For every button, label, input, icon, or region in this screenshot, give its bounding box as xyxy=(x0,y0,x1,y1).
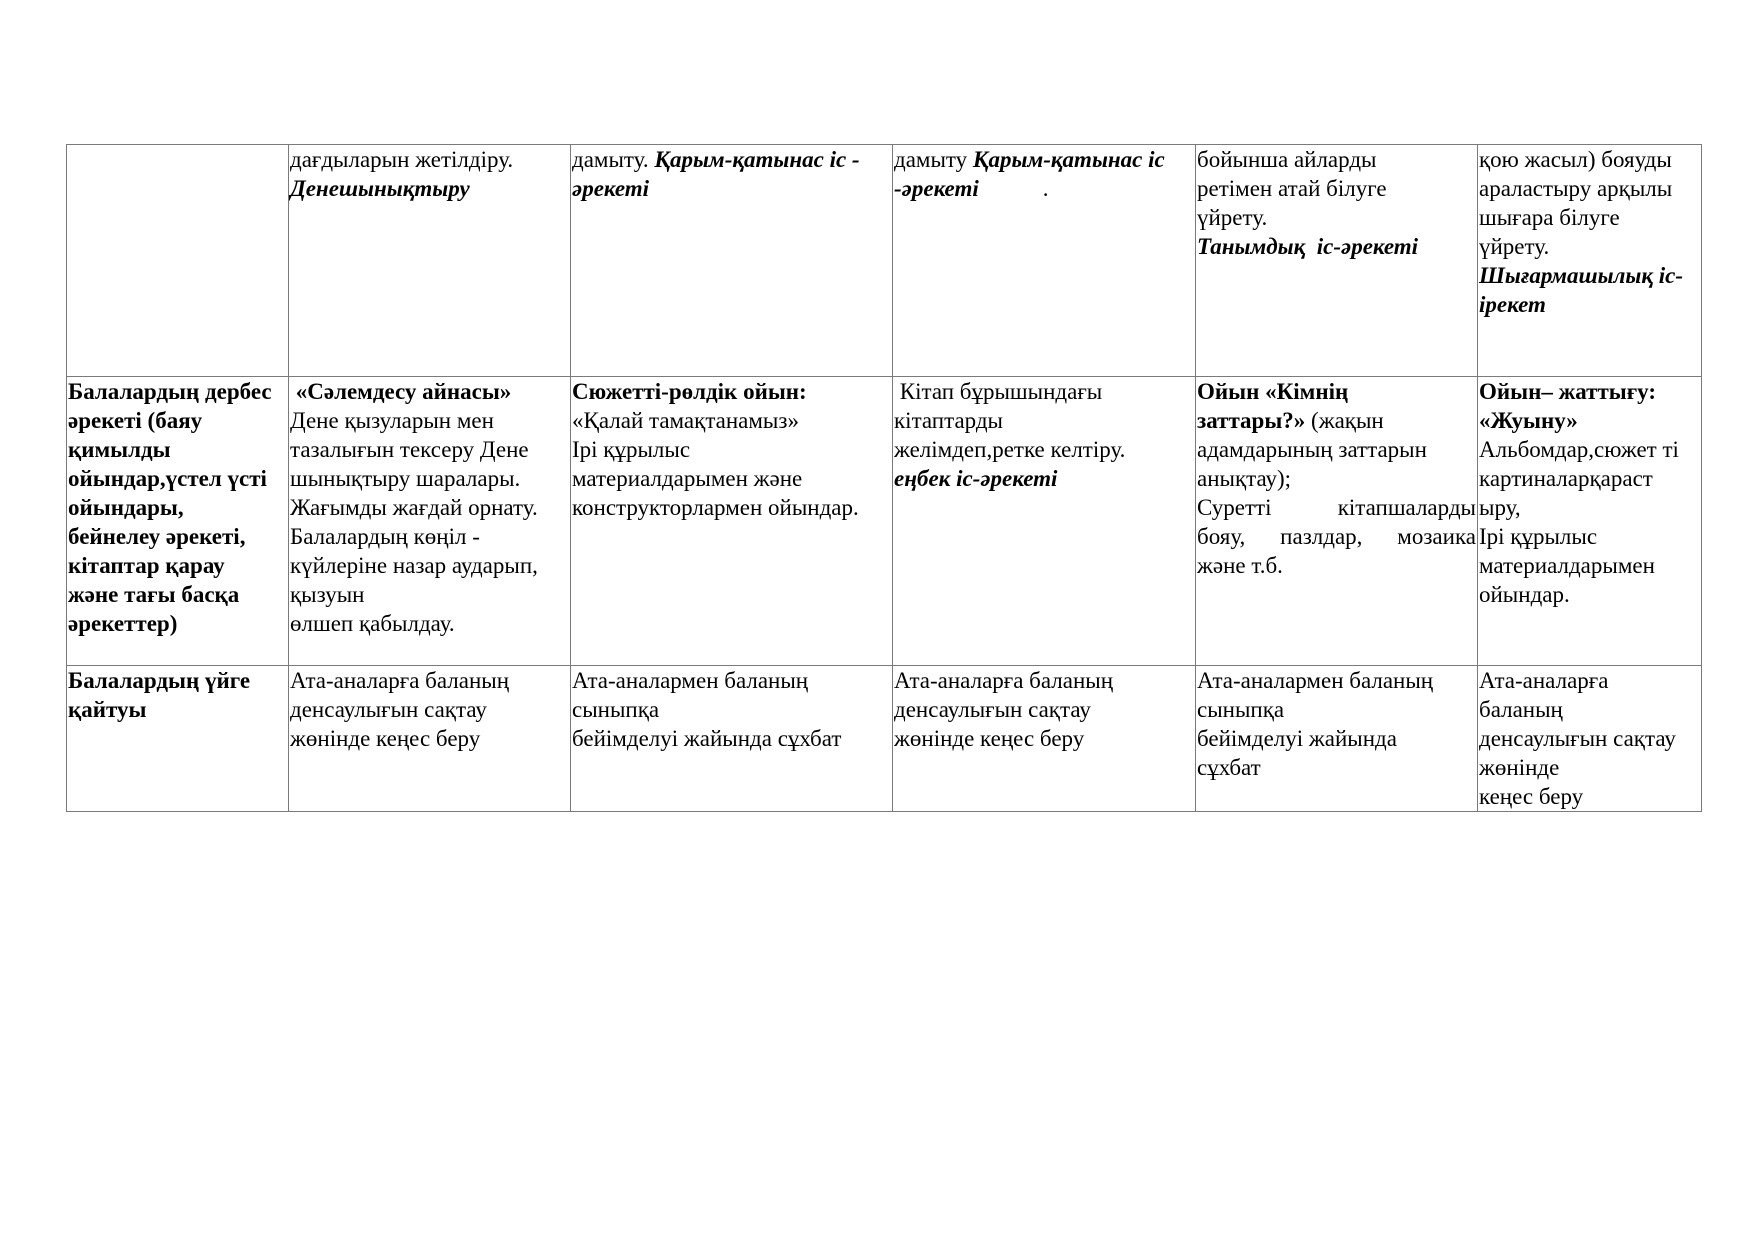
table-row xyxy=(67,377,1702,666)
activity-label-cont: әрекеті xyxy=(572,176,650,201)
row3-cell-col6: Ата-аналарға баланың денсаулығын сақтау жөнінде кеңес беру xyxy=(1478,666,1702,812)
game-title-cont: «Жуыну» xyxy=(1479,408,1578,433)
cell-text: қою жасыл) бояуды xyxy=(1479,147,1672,172)
row1-cell-col4 xyxy=(893,145,1196,377)
activity-label: Қарым-қатынас іс - xyxy=(654,147,860,172)
cell-text: дамыту xyxy=(894,147,968,172)
row2-label-cell: Балалардың дербес әрекеті (баяу қимылды ойындар,үстел үсті ойындары, бейнелеу әрекеті, кітаптар қарау және тағы басқа әрекеттер) xyxy=(67,377,289,666)
cell-text: араластыру арқылы xyxy=(1479,176,1673,201)
cell-text: ретімен атай білуге xyxy=(1197,176,1387,201)
row2-cell-col3: Сюжетті-рөлдік ойын: «Қалай тамақтанамыз» Ірі құрылыс материалдарымен және конструкторлармен ойындар. xyxy=(571,377,893,666)
cell-text: үйрету. xyxy=(1479,234,1550,259)
row1-cell-col3 xyxy=(571,145,893,377)
row2-cell-col4: Кітап бұрышындағы кітаптарды желімдеп,ретке келтіру. еңбек іс-әрекеті xyxy=(893,377,1196,666)
cell-text: дағдыларын жетілдіру. xyxy=(290,147,514,172)
row2-cell-col2: «Сәлемдесу айнасы» Дене қызуларын мен тазалығын тексеру Дене шынықтыру шаралары. Жағымды жағдай орнату. Балалардың көңіл - күйлеріне назар аударып, қызуын өлшеп қабылдау. xyxy=(289,377,571,666)
row1-cell-col2 xyxy=(289,145,571,377)
game-title: «Сәлемдесу айнасы» xyxy=(290,379,512,404)
cell-text: дамыту. xyxy=(572,147,649,172)
activity-label: Танымдық іс-әрекеті xyxy=(1197,234,1419,259)
dot-mark: . xyxy=(1042,176,1049,201)
table-row xyxy=(67,666,1702,812)
cell-text: шығара білуге xyxy=(1479,205,1620,230)
row3-cell-col4: Ата-аналарға баланың денсаулығын сақтау жөнінде кеңес беру xyxy=(893,666,1196,812)
activity-label: Шығармашылық іс- xyxy=(1479,263,1684,288)
game-title: Ойын «Кімнің xyxy=(1197,379,1349,404)
activity-label: Денешынықтыру xyxy=(290,176,470,201)
game-title-cont: заттары?» xyxy=(1197,408,1306,433)
activity-label-cont: ірекет xyxy=(1479,292,1546,317)
row3-cell-col5: Ата-аналармен баланың сыныпқа бейімделуі жайында сұхбат xyxy=(1196,666,1478,812)
row1-label-cell xyxy=(67,145,289,377)
game-title: Сюжетті-рөлдік ойын: xyxy=(572,379,807,404)
game-title: Ойын– жаттығу: xyxy=(1479,379,1657,404)
row1-cell-col5 xyxy=(1196,145,1478,377)
row3-cell-col3: Ата-аналармен баланың сыныпқа бейімделуі жайында сұхбат xyxy=(571,666,893,812)
row3-cell-col2: Ата-аналарға баланың денсаулығын сақтау жөнінде кеңес беру xyxy=(289,666,571,812)
row3-label-cell: Балалардың үйге қайтуы xyxy=(67,666,289,812)
cell-text: үйрету. xyxy=(1197,205,1268,230)
schedule-table xyxy=(66,144,1702,812)
table-row xyxy=(67,145,1702,377)
row1-cell-col6 xyxy=(1478,145,1702,377)
row2-cell-col5: Ойын «Кімнің заттары?» (жақын адамдарының заттарын анықтау); Суретті кітапшаларды бояу, пазлдар, мозаика және т.б. xyxy=(1196,377,1478,666)
activity-label-cont: -әрекеті xyxy=(894,176,979,201)
row2-cell-col6: Ойын– жаттығу: «Жуыну» Альбомдар,сюжет ті картиналарқараст ыру, Ірі құрылыс материалдарымен ойындар. xyxy=(1478,377,1702,666)
activity-label: еңбек іс-әрекеті xyxy=(894,466,1058,491)
activity-label: Қарым-қатынас іс xyxy=(972,147,1165,172)
cell-text: бойынша айларды xyxy=(1197,147,1377,172)
